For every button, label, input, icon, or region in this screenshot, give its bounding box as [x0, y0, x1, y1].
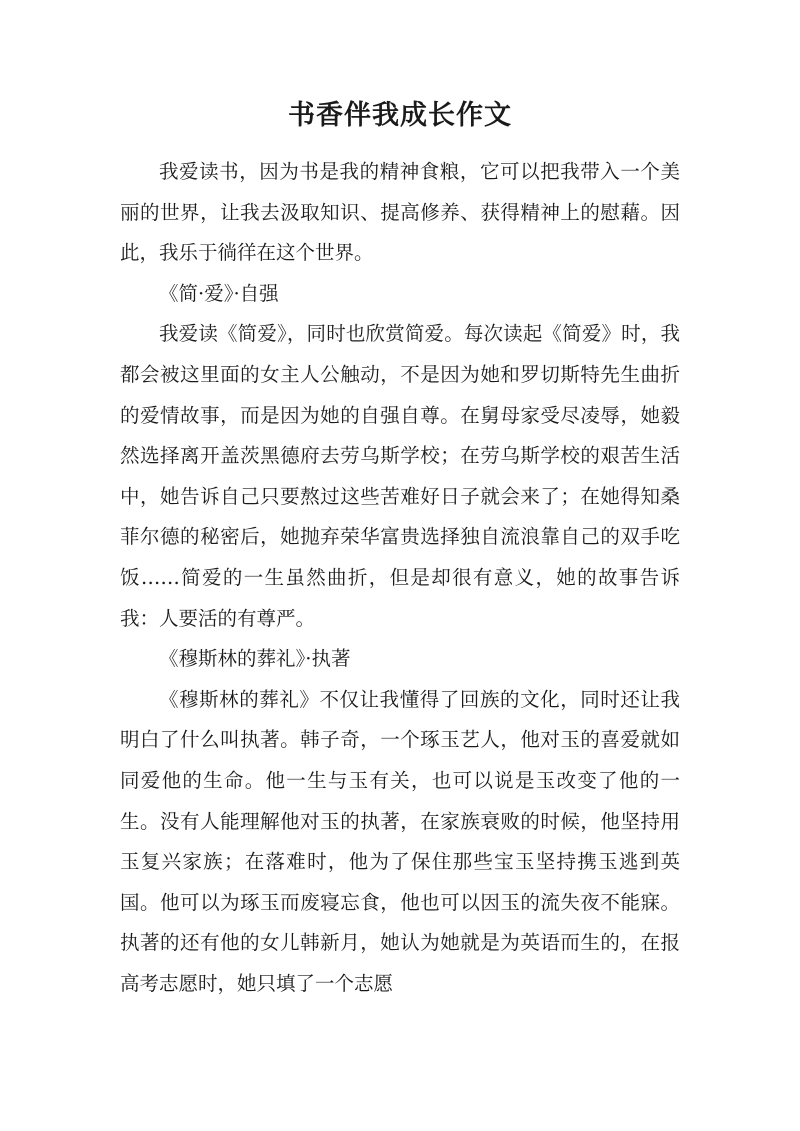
paragraph-intro: 我爱读书，因为书是我的精神食粮，它可以把我带入一个美丽的世界，让我去汲取知识、提高修养、获得精神上的慰藉。因此，我乐于徜徉在这个世界。 [120, 160, 680, 265]
paragraph-jane-eyre: 我爱读《简爱》，同时也欣赏简爱。每次读起《简爱》时，我都会被这里面的女主人公触动，不是因为她和罗切斯特先生曲折的爱情故事，而是因为她的自强自尊。在舅母家受尽凌辱，她毅然选择离开盖茨黑德府去劳乌斯学校；在劳乌斯学校的艰苦生活中，她告诉自己只要熬过这些苦难好日子就会来了；在她得知桑菲尔德的秘密后，她抛弃荣华富贵选择独自流浪靠自己的双手吃饭……简爱的一生虽然曲折，但是却很有意义，她的故事告诉我：人要活的有尊严。 [120, 322, 680, 630]
paragraph-muslim-funeral: 《穆斯林的葬礼》不仅让我懂得了回族的文化，同时还让我明白了什么叫执著。韩子奇，一个琢玉艺人，他对玉的喜爱就如同爱他的生命。他一生与玉有关，也可以说是玉改变了他的一生。没有人能理解他对玉的执著，在家族衰败的时候，他坚持用玉复兴家族；在落难时，他为了保住那些宝玉坚持携玉逃到英国。他可以为琢玉而废寝忘食，他也可以因玉的流失夜不能寐。执著的还有他的女儿韩新月，她认为她就是为英语而生的，在报高考志愿时，她只填了一个志愿 [120, 687, 680, 995]
section-heading-muslim-funeral: 《穆斯林的葬礼》·执著 [159, 647, 351, 671]
section-heading-jane-eyre: 《简·爱》·自强 [159, 281, 279, 305]
document-title: 书香伴我成长作文 [288, 100, 512, 131]
document-body [120, 152, 680, 1004]
